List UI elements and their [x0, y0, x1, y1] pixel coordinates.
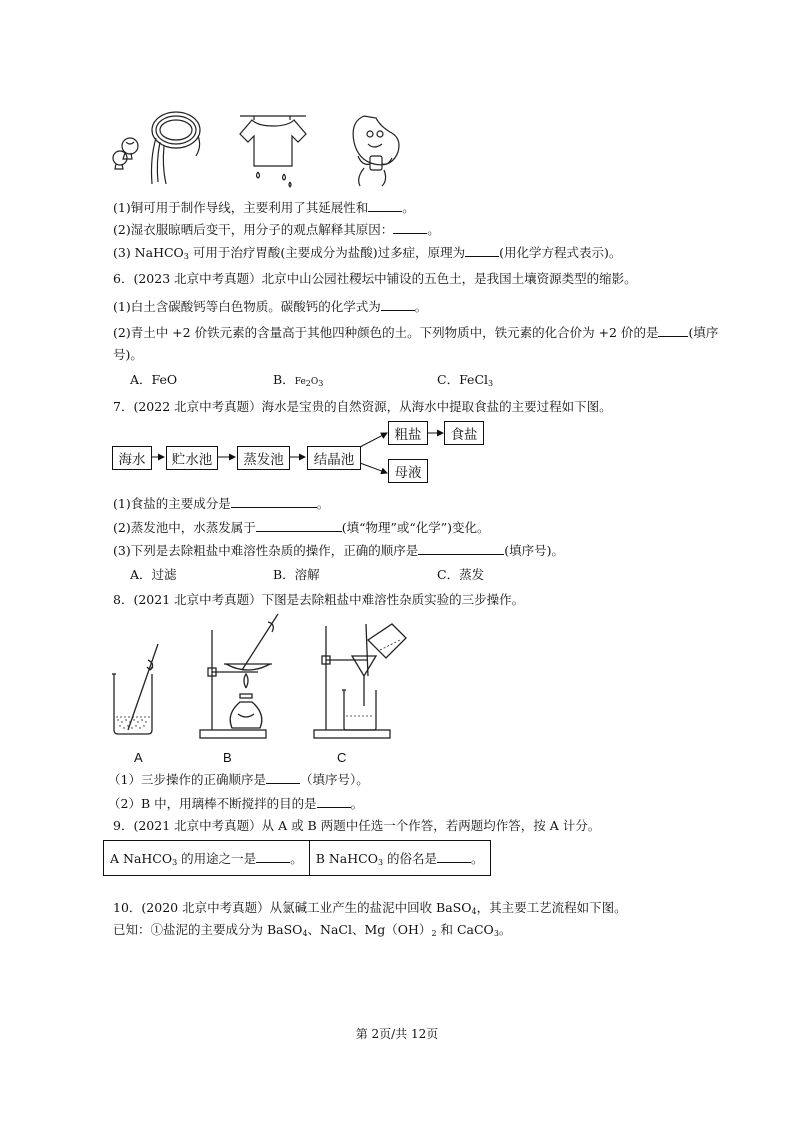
flow-box-evaporation-pond: 蒸发池: [237, 446, 290, 470]
answer-blank[interactable]: [256, 519, 342, 532]
filtration-setup-illustration: [308, 620, 413, 742]
q7-title: 7．(2022 北京中考真题）海水是宝贵的自然资源，从海水中提取食盐的主要过程如下图。: [113, 399, 612, 414]
answer-blank[interactable]: [393, 221, 427, 234]
answer-blank[interactable]: [381, 298, 415, 311]
evaporation-setup-illustration: [196, 610, 286, 742]
q10-title: 10．(2020 北京中考真题）从氯碱工业产生的盐泥中回收 BaSO$_4$，其主要工艺流程如下图。: [113, 900, 627, 916]
q5-line-1: (1)铜可用于制作导线，主要利用了其延展性和 。: [113, 200, 415, 215]
q7-option-a: A．过滤: [130, 567, 177, 582]
figure-label-a: A: [134, 750, 143, 765]
wet-shirt-drying-illustration: [238, 110, 308, 192]
flow-box-reservoir: 贮水池: [166, 446, 218, 470]
q7-option-c: C．蒸发: [437, 567, 485, 582]
dissolving-beaker-illustration: [108, 640, 168, 740]
answer-blank[interactable]: [231, 495, 317, 508]
q10-known: 已知：①盐泥的主要成分为 BaSO$_4$、NaCl、$Mg(OH)_2$ 和 CaCO$_3$。: [113, 922, 512, 938]
answer-blank[interactable]: [437, 850, 471, 863]
q9-cell-b: B NaHCO$_3$ 的俗名是 。: [309, 841, 490, 876]
q6-option-c: C．FeCl$_3$: [437, 372, 494, 388]
q7-line-2: (2)蒸发池中，水蒸发属于 (填“物理”或“化学”)变化。: [113, 520, 490, 535]
answer-blank[interactable]: [256, 850, 290, 863]
answer-blank[interactable]: [317, 795, 351, 808]
q9-choice-table: [103, 840, 491, 876]
figure-label-b: B: [223, 750, 232, 765]
flow-box-crude-salt: 粗盐: [388, 421, 428, 445]
copper-wire-bulbs-illustration: [108, 108, 208, 190]
q8-line-2: （2）B 中，用璃棒不断搅拌的目的是 。: [108, 796, 364, 811]
q6-line-1: (1)白土含碳酸钙等白色物质。碳酸钙的化学式为 。: [113, 299, 428, 314]
answer-blank[interactable]: [465, 244, 499, 257]
page-number-footer: 第 2页/共 12页: [355, 1027, 439, 1041]
q9-cell-a: A NaHCO$_3$ 的用途之一是 。: [104, 841, 310, 876]
stomach-medicine-illustration: [344, 112, 406, 190]
q9-title: 9．(2021 北京中考真题）从 A 或 B 两题中任选一个作答，若两题均作答，按 A 计分。: [113, 818, 601, 833]
q7-line-3: (3)下列是去除粗盐中难溶性杂质的操作，正确的顺序是 (填序号)。: [113, 543, 564, 558]
q8-title: 8．(2021 北京中考真题）下图是去除粗盐中难溶性杂质实验的三步操作。: [113, 592, 525, 607]
answer-blank[interactable]: [418, 542, 504, 555]
flow-box-seawater: 海水: [112, 446, 152, 470]
q5-line-2: (2)湿衣服晾晒后变干，用分子的观点解释其原因： 。: [113, 222, 440, 237]
q7-option-b: B．溶解: [273, 567, 320, 582]
figure-label-c: C: [337, 750, 347, 765]
q6-option-a: A．FeO: [130, 372, 178, 387]
flow-box-table-salt: 食盐: [444, 421, 484, 445]
answer-blank[interactable]: [266, 771, 300, 784]
q6-title: 6．(2023 北京中考真题）北京中山公园社稷坛中铺设的五色土，是我国土壤资源类型的缩影。: [113, 271, 637, 286]
answer-blank[interactable]: [368, 199, 402, 212]
q6-line-2: (2)青土中 +2 价铁元素的含量高于其他四种颜色的土。下列物质中，铁元素的化合价为 +2 价的是 (填序: [113, 325, 719, 340]
q6-line-3: 号)。: [113, 347, 143, 362]
q7-line-1: (1)食盐的主要成分是 。: [113, 496, 330, 511]
q5-line-3: (3) NaHCO$_3$ 可用于治疗胃酸(主要成分为盐酸)过多症，原理为 (用化学方程式表示)。: [113, 245, 622, 261]
flow-box-crystallization-pond: 结晶池: [307, 446, 361, 470]
q7-flow-arrows: [100, 415, 500, 490]
q6-option-b: B．$Fe_2O_3$: [273, 372, 324, 388]
q8-line-1: （1）三步操作的正确顺序是 （填序号）。: [108, 772, 369, 787]
flow-box-mother-liquor: 母液: [388, 459, 428, 483]
answer-blank[interactable]: [658, 324, 688, 337]
